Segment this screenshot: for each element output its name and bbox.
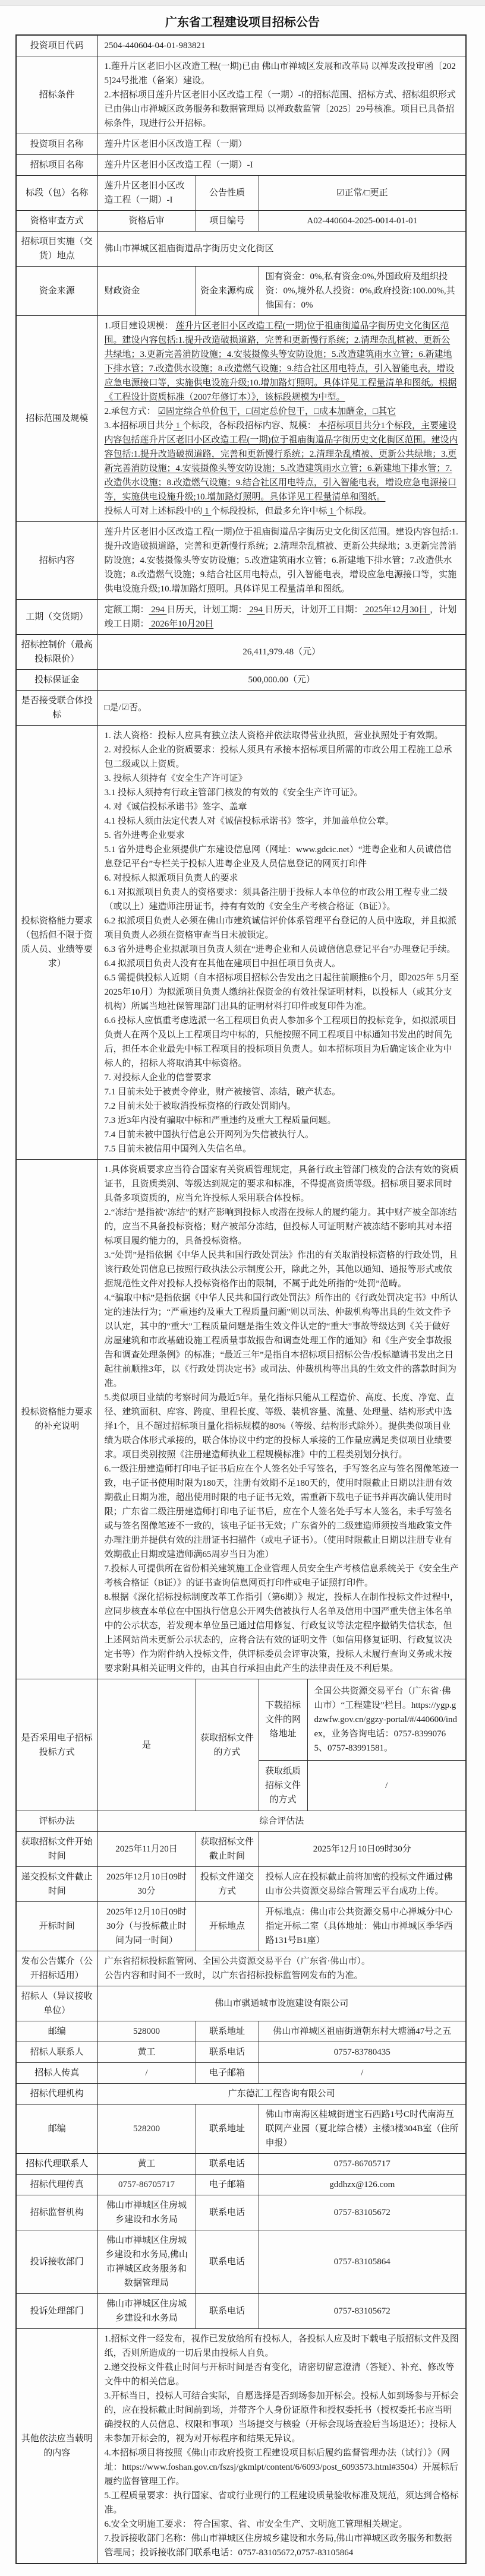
evaluation-method-label: 评标办法 <box>16 1811 97 1832</box>
paragraph: 8.根据《深化招标投标制度改革工作指引（第6期）》规定，投标人在制作投标文件过程中，应同步核查本单位在中国执行信息公开网失信被执行人名单及信用中国严重失信主体名单中的公示状态，若发现本单位虽已通过信用修复、行政复议等法定程序撤销失信状态，但上述网站尚未更新公示状态的，应将合法有效的证明文件（如信用修复证明、行政复议决定书等）作为附件纳入投标文件，供评标委员会评审决策，投标人未履行查询义务或未按要求附具相关证明文件的，由其自行承担由此产生的法律责任及不利后果。 <box>104 1593 459 1673</box>
electronic-bidding-value: 是 <box>97 1679 196 1811</box>
supervision-agency-value: 佛山市禅城区住房城乡建设和水务局 <box>97 2195 196 2230</box>
download-address-label: 下载招标文件的网络地址 <box>259 1679 308 1760</box>
tenderer-email-label: 电子邮箱 <box>196 2063 259 2084</box>
agency-phone-label: 联系电话 <box>196 2154 259 2175</box>
bid-opening-time-label: 开标时间 <box>16 1902 97 1951</box>
paragraph: 3.本招标项目共分 1 个标段，各标段招标内容、规模： 本招标项目共分1个标段，主要建设内容包括莲升片区老旧小区改造工程(一期)位于祖庙街道品字街历史文化街区范围。建设内容包括:1.提升改造破损道路，完善和更新慢行系统；2.清理杂乱植被、更新公共绿地；3.更新完善消防设施；4.安装摄像头等安防设施；5.改造建筑雨水立管；6.新建地下排水管；7.改造供水设施；8.改造燃气设施；9.结合社区用电特点，引入智能电表，增设应急电源接口等，实施供电设施升级;10.增加路灯照明。具体详见工程量清单和图纸。 <box>104 421 458 502</box>
paragraph: 2.递交投标文件截止时间与开标时间是否有变化，请密切留意澄清（答疑）、补充、修改等文件中的相关信息。 <box>104 2363 455 2387</box>
construction-period-label: 工期（交货期） <box>16 600 97 635</box>
complaint-receiving-label: 投诉接收部门 <box>16 2230 97 2294</box>
qualification-review-label: 资格审查方式 <box>16 211 97 232</box>
paragraph: 6.5 需提供投标人近期（自本招标项目招标公告发出之日起往前顺推6个月，即2025年 5月至2025年10月）为拟派项目负责人缴纳社保资金的有效社保证明材料，以投标人（或其分支机构）所属当地社保管理部门出具的证明材料打印件或复印件为准。 <box>104 973 459 1011</box>
row-qualification-review <box>16 211 466 232</box>
investment-project-name-value: 莲升片区老旧小区改造工程（一期） <box>97 134 466 155</box>
row-tender-content <box>16 522 466 600</box>
row-bidder-qualification <box>16 726 466 1160</box>
obtain-deadline-value: 2025年12月10日09时30分 <box>259 1832 466 1867</box>
paragraph: 7.5 目前未被信用中国列入失信名单。 <box>104 1144 252 1154</box>
paragraph: 6. 对投标人拟派项目负责人的要求 <box>104 874 238 883</box>
fund-source-value: 财政资金 <box>97 267 196 316</box>
paragraph: 1.具体资质要求应当符合国家有关资质管理规定，具备行政主管部门核发的合法有效的资质证书，且资质类别、等级达到规定的要求和标准，不得提高资质等级。招标项目要求同时具备多项资质的，应当允许投标人采用联合体投标。 <box>104 1165 459 1203</box>
paragraph: 3.1 投标人须持有行政主管部门核发的有效的《安全生产许可证》。 <box>104 788 363 798</box>
tender-project-name-label: 招标项目名称 <box>16 155 97 176</box>
paragraph: 2. 对投标人企业的资质要求：投标人须具有承接本招标项目所需的市政公用工程施工总承包二级或以上资质。 <box>104 745 452 769</box>
paragraph: 4.本招标项目将按照《佛山市政府投资工程建设项目标后履约监督管理办法（试行）》（网址：https://www.foshan.gov.cn/fszsj/gkmlpt/content/6/6093/post_6093573.html#3504）开展标后履约监督管理工作。 <box>104 2448 459 2486</box>
paper-documents-method <box>259 1760 466 1811</box>
investment-project-code-label: 投资项目代码 <box>16 35 97 56</box>
control-price-label: 招标控制价（最高投标限价） <box>16 635 97 670</box>
row-project-location <box>16 232 466 267</box>
project-location-label: 招标项目实施（交货）地点 <box>16 232 97 267</box>
supervision-phone-value: 0757-83105672 <box>259 2195 466 2230</box>
notice-nature-value: ☑正常/□更正 <box>259 176 466 211</box>
complaint-receiving-phone-label: 联系电话 <box>196 2230 259 2294</box>
paragraph: 2.“冻结”是指被“冻结”的财产影响到投标人或潜在投标人的履约能力。其中财产被全部冻结的，应当不具备投标资格；财产被部分冻结，但投标人可证明财产被冻结不影响其对本招标项目履约能力的，具备投标资格。 <box>104 1208 457 1246</box>
tender-project-name-value: 莲升片区老旧小区改造工程（一期）-I <box>97 155 466 176</box>
row-evaluation-method <box>16 1811 466 1832</box>
project-location-value: 佛山市禅城区祖庙街道品字街历史文化街区 <box>97 232 466 267</box>
agency-contact-value: 黄工 <box>97 2154 196 2175</box>
complaint-handling-value: 佛山市禅城区住房城乡建设和水务局 <box>97 2294 196 2329</box>
agency-fax-value: 0757-86705717 <box>97 2175 196 2195</box>
paragraph: 广东省招标投标监管网、全国公共资源交易平台（广东省·佛山市）。 <box>104 1957 370 1966</box>
row-investment-project-name <box>16 134 466 155</box>
row-supervision-agency <box>16 2195 466 2230</box>
bid-opening-place-label: 开标地点 <box>196 1902 259 1951</box>
tender-content-value: 莲升片区老旧小区改造工程(一期)位于祖庙街道品字街历史文化街区范围。建设内容包括:1.提升改造破损道路，完善和更新慢行系统；2.清理杂乱植被、更新公共绿地；3.更新完善消防设施；4.安装摄像头等安防设施；5.改造建筑雨水立管；6.新建地下排水管；7.改造供水设施；8.改造燃气设施；9.结合社区用电特点，引入智能电表，增设应急电源接口等，实施供电设施升级;10.增加路灯照明。具体详见工程量清单和图纸。 <box>97 522 466 600</box>
paragraph: 6.一级注册建造师打印电子证书后应在个人签名处手写签名，手写签名应与签名图像笔迹一致，电子证书使用时限为180天，注册有效期不足180天的，使用时限截止日期以注册有效期截止日期为准，超出使用时限的电子证书无效，需重新下载电子证书并再次确认使用时限；广东省二级注册建造师打印电子证书后，应在个人签名处手写本人签名，未手写签名或与签名图像笔迹不一致的，该电子证书无效；广东省外的二级建造师须按当地政策文件办理注册并提供有效的注册证书扫描件（或电子证书）。（使用时限截止日期以注册专业有效期截止日期或建造师满65周岁当日为准） <box>104 1464 459 1559</box>
row-section-name <box>16 176 466 211</box>
paragraph: 3.开标当日，投标人可结合实际，自愿选择是否到场参加开标会。投标人如到场参与开标会的，应在投标截止时间前到场，并带齐个人身份证原件和授权委托书（授权委托书应当明确授权的人员信息、权限和事项）当场提交与核验（开标会现场查验后当场退还）；投标人未参加开标会的，视为对开标程序和结果无异议。 <box>104 2391 459 2444</box>
fund-source-label: 资金来源 <box>16 267 97 316</box>
tenderer-fax-label: 招标人传真 <box>16 2063 97 2084</box>
supervision-phone-label: 联系电话 <box>196 2195 259 2230</box>
agency-postcode-value: 528200 <box>97 2105 196 2154</box>
section-name-label: 标段（包）名称 <box>16 176 97 211</box>
paragraph: 5.工程质量要求：执行国家、省或行业现行的工程建设质量验收标准及规范，须达到合格标准。 <box>104 2491 459 2515</box>
paragraph: 7.3 近3年内没有骗取中标和严重违约及重大工程质量问题。 <box>104 1116 336 1125</box>
submission-deadline-value: 2025年12月10日09时30分 <box>97 1867 196 1902</box>
agency-phone-value: 0757-86705717 <box>259 2154 466 2175</box>
project-number-value: A02-440604-2025-0014-01-01 <box>259 211 466 232</box>
row-bid-bond <box>16 670 466 691</box>
tenderer-phone-label: 联系电话 <box>196 2042 259 2063</box>
row-tenderer <box>16 1986 466 2021</box>
submission-method-value: 投标人应在投标截止前将加密的投标文件通过佛山市公共资源交易综合管理云平台成功上传。 <box>259 1867 466 1902</box>
row-tender-conditions <box>16 56 466 134</box>
paragraph: 6.4 拟派项目负责人没有在其他在建项目中担任项目负责人。 <box>104 959 341 969</box>
bid-opening-time-value: 2025年12月10日09时30分（与投标截止时间为同一时间） <box>97 1902 196 1951</box>
bidder-qualification-label: 投标资格能力要求（包括但不限于资质人员、业绩等要求） <box>16 726 97 1160</box>
paragraph: 公告内容和时间不一致时，以广东省招标投标监管网发布的为准。 <box>104 1971 363 1980</box>
paragraph: 定额工期： 294 日历天，计划工期： 294 日历天，计划开工日期： 2025年12月30日 ，计划竣工日期： 2026年10月20日 <box>104 605 457 629</box>
tender-conditions-value <box>97 56 466 134</box>
row-qualification-supplement <box>16 1160 466 1679</box>
complaint-handling-label: 投诉处理部门 <box>16 2294 97 2329</box>
row-investment-project-code <box>16 35 466 56</box>
paragraph: 4.1 投标人须由法定代表人对《诚信投标承诺书》签字，并加盖单位公章。 <box>104 817 395 826</box>
complaint-receiving-phone-value: 0757-83105864 <box>259 2230 466 2294</box>
row-tender-scope <box>16 316 466 522</box>
agency-contact-label: 招标代理联系人 <box>16 2154 97 2175</box>
agency-email-value: gddhzx@126.com <box>259 2175 466 2195</box>
paragraph: 1.招标文件一经发布，视作已发放给所有投标人，各投标人应及时下载电子版招标文件及图纸，否则所造成的一切后果由投标人自负。 <box>104 2334 459 2358</box>
paragraph: 1.莲升片区老旧小区改造工程(一期)已由 佛山市禅城区发展和改革局 以禅发改投审函〔2025]24号批准（备案）建设。 <box>104 62 456 86</box>
bid-bond-label: 投标保证金 <box>16 670 97 691</box>
announcement-media-label: 发布公告媒介（公开招标适用） <box>16 1951 97 1986</box>
page-top-strip <box>0 0 485 6</box>
obtain-start-value: 2025年11月20日 <box>97 1832 196 1867</box>
project-number-label: 项目编号 <box>196 211 259 232</box>
paragraph: 7. 对投标人企业的信誉要求 <box>104 1073 212 1083</box>
row-agency <box>16 2084 466 2105</box>
agency-postcode-label: 邮编 <box>16 2105 97 2154</box>
consortium-bidding-value: □是/☑否。 <box>97 691 466 726</box>
obtain-documents-method-label: 获取招标文件的方式 <box>196 1679 259 1811</box>
tenderer-label: 招标人（异议接收单位） <box>16 1986 97 2021</box>
consortium-bidding-label: 是否接受联合体投标 <box>16 691 97 726</box>
row-agency-contact <box>16 2154 466 2175</box>
paragraph: 6.2 拟派项目负责人必须在佛山市建筑诚信评价体系管理平台登记的人员中选取，并且拟派项目负责人必须在资格审查当日未被锁定。 <box>104 916 457 940</box>
paragraph: 2.承包方式： ☑固定综合单价包干，□固定总价包干，□成本加酬金，□其它 <box>104 407 396 416</box>
bid-bond-value: 500,000.00（元） <box>97 670 466 691</box>
paragraph: 3.“处罚”是指依据《中华人民共和国行政处罚法》作出的有关取消投标资格的行政处罚，且该行政处罚信息已按照行政执法公示制度公开，除此之外，其他以通知、通报等形式或依据规范性文件对投标人投标资格作出的限制，不属于此处所指的“处罚”范畴。 <box>104 1251 458 1289</box>
agency-label: 招标代理机构 <box>16 2084 97 2105</box>
paragraph: 3. 投标人须持有《安全生产许可证》 <box>104 774 247 783</box>
evaluation-method-value: 综合评估法 <box>97 1811 466 1832</box>
tender-scope-label: 招标范围及规模 <box>16 316 97 522</box>
paragraph: 1.项目建设规模： 莲升片区老旧小区改造工程(一期)位于祖庙街道品字街历史文化街区范围。建设内容包括:1.提升改造破损道路，完善和更新慢行系统；2.清理杂乱植被、更新公共绿地；3.更新完善消防设施；4.安装摄像头等安防设施；5.改造建筑雨水立管；6.新建地下排水管；7.改造供水设施；8.改造燃气设施；9.结合社区用电特点，引入智能电表，增设应急电源接口等，实施供电设施升级;10.增加路灯照明。具体详见工程量清单和图纸。根据《工程设计资质标准（2007年修订本）》，该标段规模为中型。 <box>104 321 457 402</box>
row-tender-project-name <box>16 155 466 176</box>
tender-scope-value <box>97 316 466 522</box>
paragraph: 1. 法人资格：投标人应具有独立法人资格并依法取得营业执照，营业执照处于有效期。 <box>104 731 443 740</box>
paragraph: 4. 对《诚信投标承诺书》签字、盖章 <box>104 802 247 812</box>
paragraph: 投标人可对上述标段中的 1 个标段投标，但最多允许中标 1 个标段。 <box>104 507 372 516</box>
complaint-receiving-value: 佛山市禅城区住房城乡建设和水务局,佛山市禅城区政务服务和数据管理局 <box>97 2230 196 2294</box>
row-agency-fax <box>16 2175 466 2195</box>
tenderer-contact-label: 招标人联系人 <box>16 2042 97 2063</box>
row-consortium-bidding <box>16 691 466 726</box>
investment-project-code-value: 2504-440604-04-01-983821 <box>97 35 466 56</box>
obtain-start-label: 获取招标文件开始时间 <box>16 1832 97 1867</box>
row-tenderer-contact <box>16 2042 466 2063</box>
complaint-handling-phone-label: 联系电话 <box>196 2294 259 2329</box>
row-agency-postcode <box>16 2105 466 2154</box>
paper-documents-method-value: / <box>385 1781 388 1790</box>
electronic-bidding-label: 是否采用电子招标投标方式 <box>16 1679 97 1811</box>
paragraph: 5. 省外进粤企业要求 <box>104 831 185 840</box>
supervision-agency-label: 招标监督机构 <box>16 2195 97 2230</box>
paragraph: 7.1 目前未处于被责令停业，财产被接管、冻结，破产状态。 <box>104 1087 341 1097</box>
paper-documents-method-label: 获取纸质招标文件的方式 <box>259 1761 308 1811</box>
tenderer-postcode-label: 邮编 <box>16 2021 97 2042</box>
agency-address-value: 佛山市南海区桂城街道宝石西路1号C时代南海互联网产业园（夏北综合楼）主楼3楼304B室（住所申报） <box>259 2105 466 2154</box>
notice-nature-label: 公告性质 <box>196 176 259 211</box>
paragraph: 5.类似项目业绩的考察时间为最近5年。量化指标只能从工程造价、高度、长度、净宽、直径、建筑面积、库容、跨度、里程长度、等级、装机容量、流量、处理量、结构形式中选择1个，且不超过招标项目量化指标规模的80%（等级、结构形式除外）。提供类似项目业绩为联合体形式承接的，联合体协议中约定的投标人承接的工作量应满足类似项目业绩要求。项目类别按照《注册建造师执业工程规模标准》中的工程类别划分执行。 <box>104 1393 455 1460</box>
qualification-supplement-label: 投标资格能力要求的补充说明 <box>16 1160 97 1679</box>
row-submission-deadline <box>16 1867 466 1902</box>
paragraph: 6.3 省外进粤企业拟派项目负责人须在“进粤企业和人员诚信信息登记平台”办理登记手续。 <box>104 945 456 954</box>
paragraph: 2.本招标项目莲升片区老旧小区改造工程（一期）-I的招标范围、招标方式、招标组织形式已由佛山市禅城区政务服务和数据管理局 以禅政数监管〔2025〕29号核准。项目已具备招标条件，现进行公开招标。 <box>104 90 456 128</box>
tenderer-address-label: 联系地址 <box>196 2021 259 2042</box>
bid-opening-place-value: 开标地点：佛山市公共资源交易中心禅城分中心指定开标二室（具体地址：佛山市禅城区季华西路131号B1座） <box>259 1902 466 1951</box>
obtain-deadline-label: 获取招标文件截止时间 <box>196 1832 259 1867</box>
tender-conditions-label: 招标条件 <box>16 56 97 134</box>
row-tenderer-fax <box>16 2063 466 2084</box>
tender-announcement-table <box>15 34 467 2564</box>
row-announcement-media <box>16 1951 466 1986</box>
bidder-qualification-value <box>97 726 466 1160</box>
tenderer-contact-value: 黄工 <box>97 2042 196 2063</box>
fund-composition-value: 国有资金：0%,私有资金:0%,外国政府及组织投资：0%,境外私人投资：0%,政府投资:100.00%,其他国有：0% <box>259 267 466 316</box>
agency-address-label: 联系地址 <box>196 2105 259 2154</box>
qualification-supplement-value <box>97 1160 466 1679</box>
submission-method-label: 投标文件递交方式 <box>196 1867 259 1902</box>
paragraph: 6.安全文明施工要求： 符合国家、省、市安全生产、文明施工管理相关规定。 <box>104 2520 408 2529</box>
qualification-review-value: 资格后审 <box>97 211 196 232</box>
submission-deadline-label: 递交投标文件截止时间 <box>16 1867 97 1902</box>
announcement-media-value <box>97 1951 466 1986</box>
paragraph: 5.1 省外进粤企业须提供广东建设信息网（网址：www.gdcic.net）“进粤企业和人员诚信信息登记平台”专栏关于投标人进粤企业及人员信息登记的网页打印件 <box>104 845 452 869</box>
tenderer-phone-value: 0757-83780435 <box>259 2042 466 2063</box>
other-contents-label: 其他依法应当载明的内容 <box>16 2329 97 2564</box>
row-other-contents <box>16 2329 466 2564</box>
paragraph: 7.投诉接收部门名称：佛山市禅城区住房城乡建设和水务局,佛山市禅城区政务服务和数据管理局；投诉接收部门联系电话：0757-83105672,0757-83105864 <box>104 2534 452 2558</box>
download-address-value: 全国公共资源交易平台（广东省·佛山市）“工程建设”栏目。https://ygp.gdzwfw.gov.cn/ggzy-portal/#/440600/index，业务咨询电话：0757-83990765、0757-83991581。 <box>314 1686 458 1753</box>
paragraph: 6.1 对拟派项目负责人的资格要求：须具备注册于投标人本单位的市政公用工程专业二级（或以上）建造师注册证书，持有有效的《安全生产考核合格证（B证）》。 <box>104 888 448 912</box>
tender-content-label: 招标内容 <box>16 522 97 600</box>
row-complaint-handling <box>16 2294 466 2329</box>
paragraph: 7.2 目前未处于被取消投标资格的行政处罚期内。 <box>104 1102 297 1111</box>
paragraph: 7.4 目前未被中国执行信息公开网列为失信被执行人。 <box>104 1130 314 1140</box>
tenderer-fax-value: / <box>97 2063 196 2084</box>
section-name-value: 莲升片区老旧小区改造工程（一期）-I <box>97 176 196 211</box>
row-fund-source <box>16 267 466 316</box>
paragraph: 4.“骗取中标”是指依据《中华人民共和国行政处罚法》所作出的《行政处罚决定书》中所认定的违法行为；“严重违约及重大工程质量问题”则以司法、仲裁机构等出具的生效文件予以认定，其中的“重大”工程质量问题是指生效文件认定的“重大”事故等级达到《关于做好房屋建筑和市政基础设施工程质量事故报告和调查处理工作的通知》和《生产安全事故报告和调查处理条例》的标准；“最近三年”是指自本招标项目招标公告/投标邀请书发出之日起往前顺推3年，以《行政处罚决定书》或司法、仲裁机构等出具的生效文件的落款时间为准。 <box>104 1293 458 1388</box>
page-title: 广东省工程建设项目招标公告 <box>165 16 320 29</box>
agency-email-label: 电子邮箱 <box>196 2175 259 2195</box>
paragraph: 6.6 投标人应慎重考虑选派一名工程项目负责人参加多个工程项目的投标竞争，如拟派项目负责人在两个及以上工程项目均中标的，只能按照不同工程项目中标通知书发出的时间先后，担任本企业最先中标工程项目的投标项目负责人。如本招标项目为后确定该企业为中标人的，招标人将取消其中标资格。 <box>104 1016 457 1068</box>
agency-value: 广东德汇工程咨询有限公司 <box>97 2084 466 2105</box>
download-address <box>259 1679 466 1760</box>
tenderer-email-value: / <box>259 2063 466 2084</box>
investment-project-name-label: 投资项目名称 <box>16 134 97 155</box>
paragraph: 7.投标人可提供所在省份相关建筑施工企业管理人员安全生产考核信息系统关于《安全生产考核合格证（B证）》的证书查询信息网页打印件或电子证照打印件。 <box>104 1564 459 1588</box>
tenderer-value: 佛山市骐通城市设施建设有限公司 <box>97 1986 466 2021</box>
fund-composition-label: 资金来源构成 <box>196 267 259 316</box>
construction-period-value <box>97 600 466 635</box>
row-control-price <box>16 635 466 670</box>
row-electronic-bidding <box>16 1679 466 1811</box>
row-tenderer-postcode <box>16 2021 466 2042</box>
row-complaint-receiving <box>16 2230 466 2294</box>
other-contents-value <box>97 2329 466 2564</box>
row-construction-period <box>16 600 466 635</box>
agency-fax-label: 招标代理传真 <box>16 2175 97 2195</box>
tenderer-postcode-value: 528000 <box>97 2021 196 2042</box>
row-obtain-documents-time <box>16 1832 466 1867</box>
obtain-documents-method-cell <box>259 1679 466 1811</box>
control-price-value: 26,411,979.48（元） <box>97 635 466 670</box>
complaint-handling-phone-value: 0757-83105672 <box>259 2294 466 2329</box>
tenderer-address-value: 佛山市禅城区祖庙街道朝东村大塘涌47号之五 <box>259 2021 466 2042</box>
row-bid-opening <box>16 1902 466 1951</box>
